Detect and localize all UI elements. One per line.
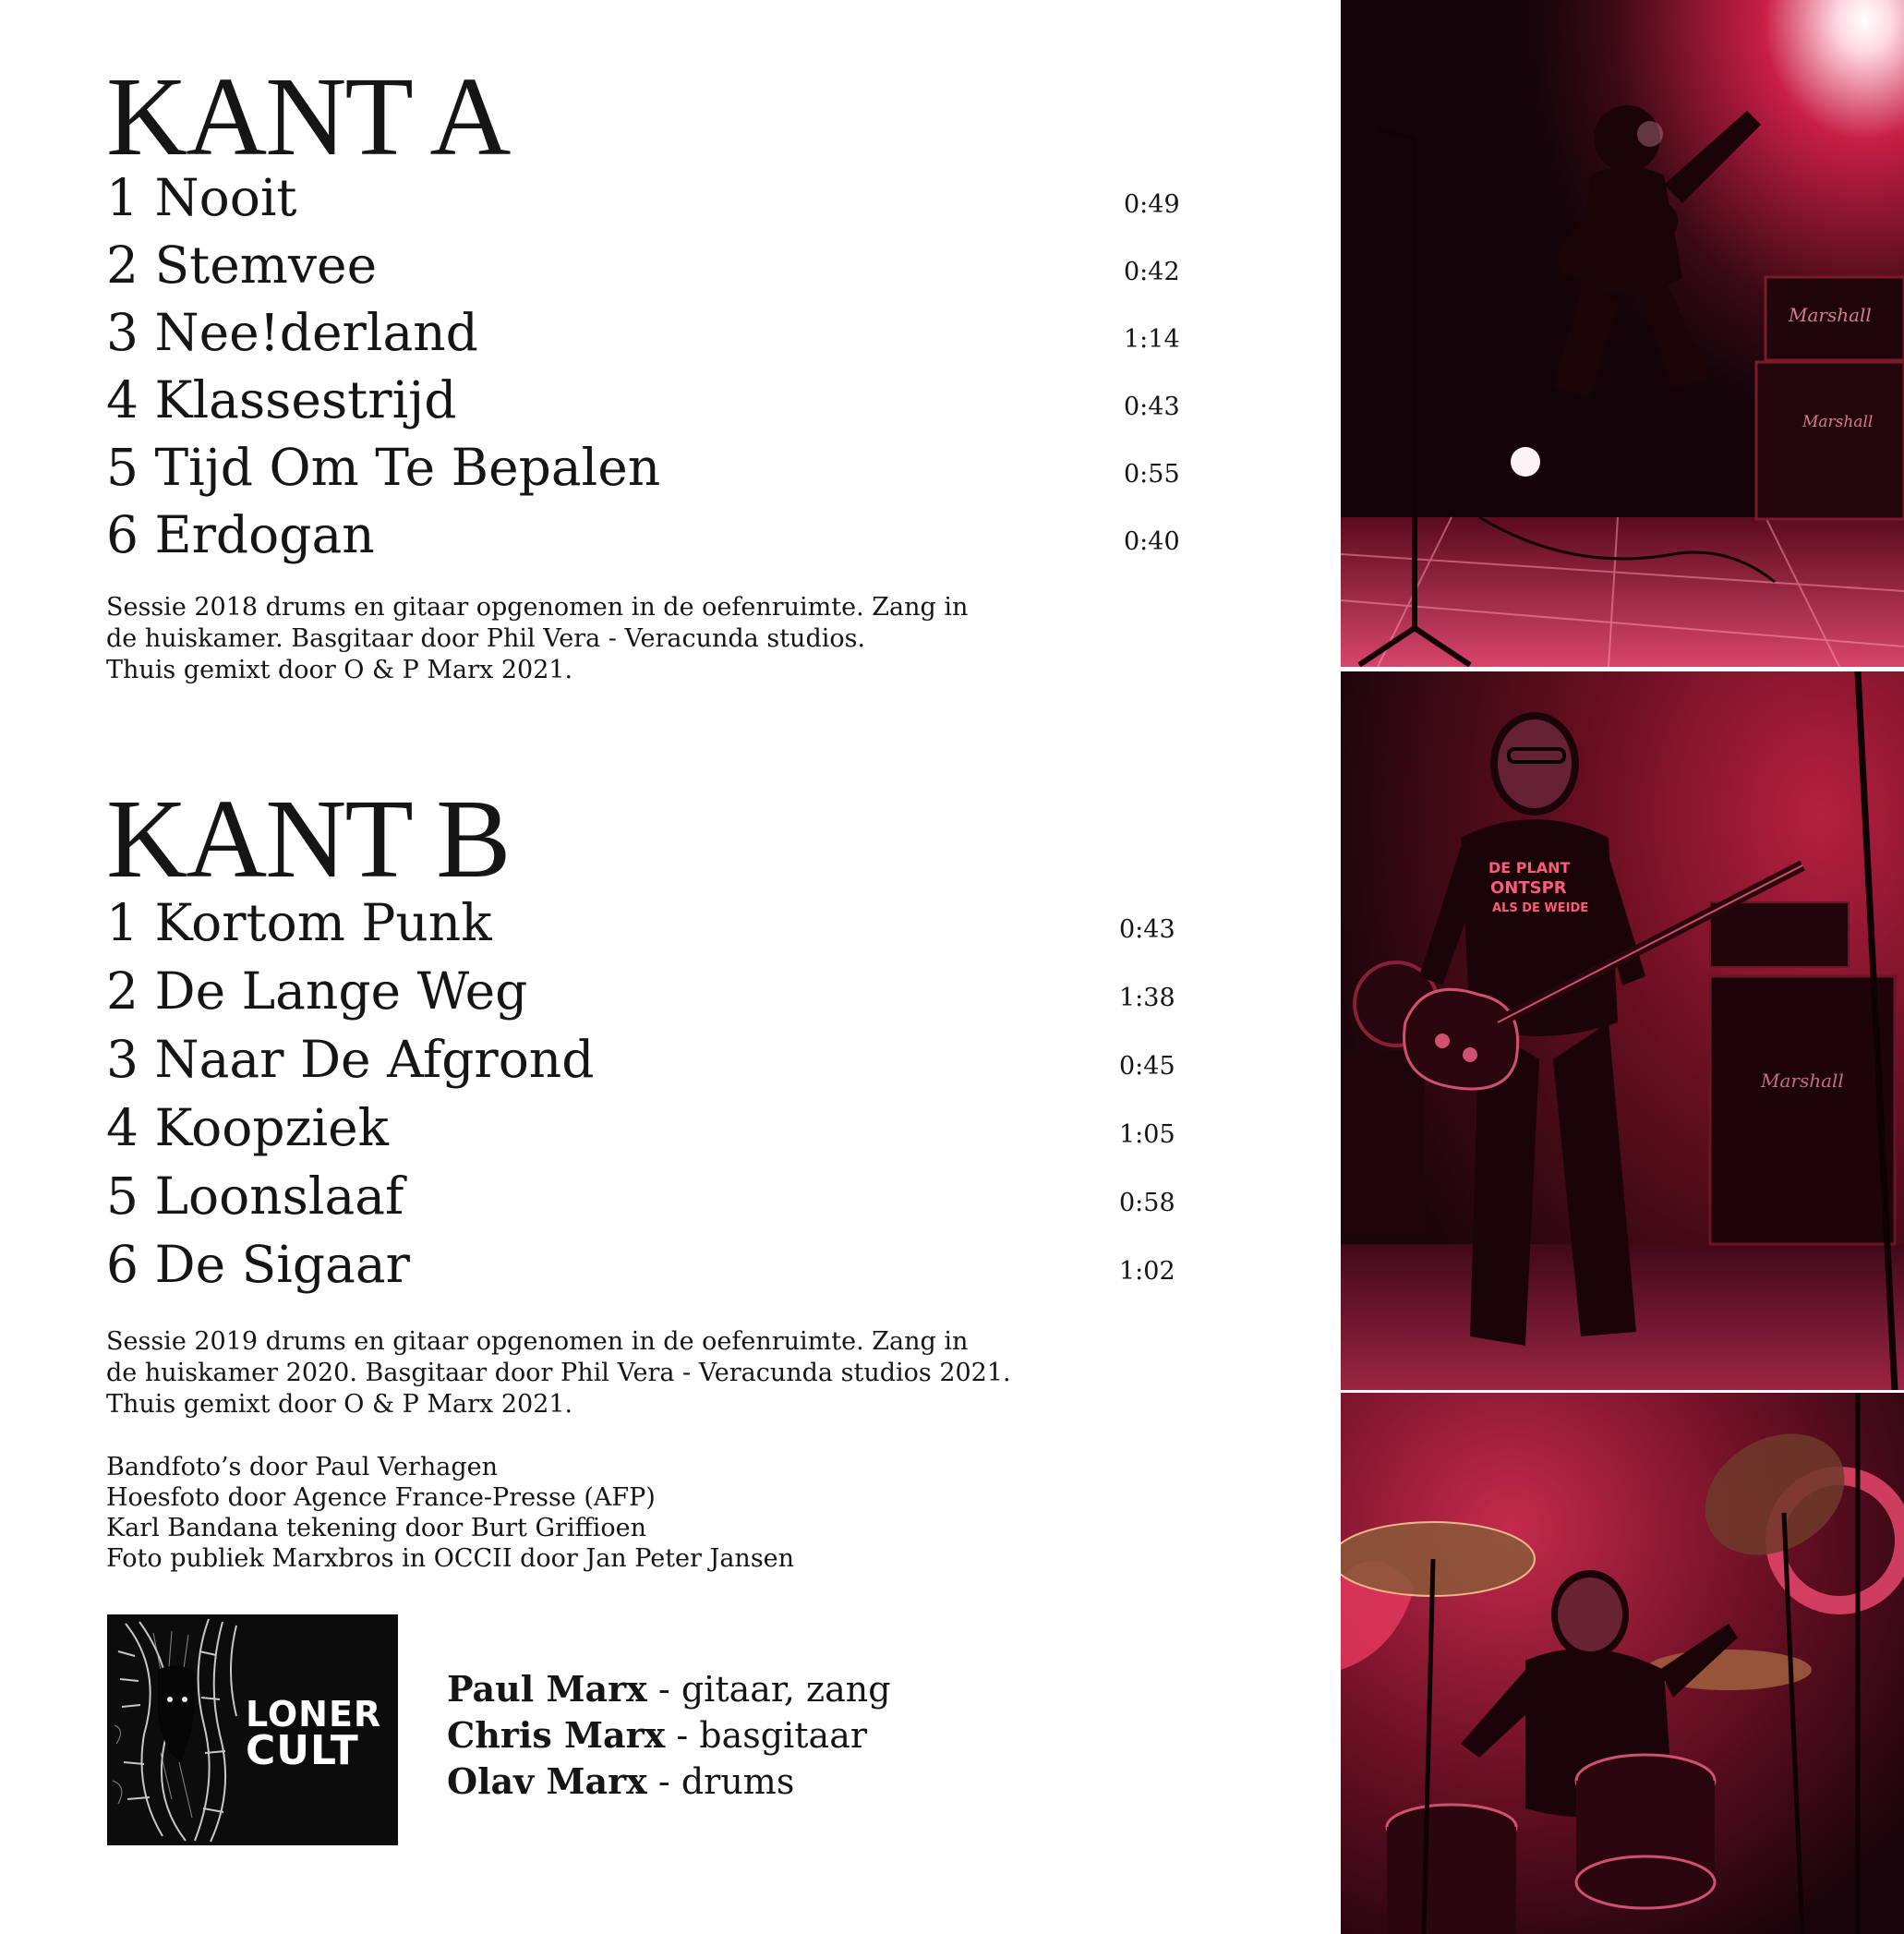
track-row [106,1026,1187,1094]
track-row [106,434,1187,502]
side-b-recording-notes [106,1326,1168,1420]
track-row [106,1163,1187,1231]
shirt-text: DE PLANT [1488,859,1571,876]
note-line: Thuis gemixt door O & P Marx 2021. [106,656,573,684]
track-title: 4 Koopziek [106,1098,389,1157]
track-title: 1 Nooit [106,168,297,227]
side-a-title: KANT A [106,54,510,179]
member-role: - basgitaar [665,1715,868,1756]
track-row [106,164,1187,232]
track-duration: 1:02 [1119,1257,1175,1286]
eye-icon [167,1697,173,1702]
track-duration: 0:40 [1124,527,1180,556]
band-photo-strip [1341,0,1904,1934]
track-row [106,299,1187,367]
side-a-recording-notes [106,592,1168,686]
track-duration: 0:45 [1119,1052,1175,1081]
member-role: - drums [646,1761,795,1802]
track-row [106,889,1187,958]
photo-bassist [1341,671,1904,1390]
track-title: 6 De Sigaar [106,1235,410,1294]
credit-line: Bandfoto’s door Paul Verhagen [106,1453,498,1481]
track-title: 3 Naar De Afgrond [106,1030,595,1089]
photo-drummer [1341,1393,1904,1934]
amp-logo: Marshall [1789,304,1872,326]
track-title: 3 Nee!derland [106,303,478,362]
photo-credits [106,1452,794,1574]
credit-line: Hoesfoto door Agence France-Presse (AFP) [106,1483,656,1512]
track-title: 2 Stemvee [106,236,378,295]
track-row [106,232,1187,299]
track-title: 2 De Lange Weg [106,961,528,1021]
band-member [447,1712,891,1759]
live-photo-image [1341,0,1904,667]
side-a-tracklist [106,164,1187,569]
member-name: Olav Marx [447,1760,647,1802]
track-title: 1 Kortom Punk [106,893,492,952]
track-duration: 0:43 [1119,915,1175,944]
track-duration: 1:38 [1119,984,1175,1012]
side-b-tracklist [106,889,1187,1299]
track-duration: 0:49 [1124,190,1180,219]
logo-wordmark [246,1694,393,1774]
logo-line: LONER [246,1694,382,1735]
live-photo-image [1341,1393,1904,1934]
note-line: Sessie 2019 drums en gitaar opgenomen in de oefenruimte. Zang in [106,1327,969,1356]
track-duration: 0:42 [1124,258,1180,286]
note-line: de huiskamer. Basgitaar door Phil Vera - Veracunda studios. [106,624,866,653]
band-lineup [447,1666,891,1805]
note-line: Sessie 2018 drums en gitaar opgenomen in de oefenruimte. Zang in [106,593,969,622]
track-row [106,1094,1187,1163]
track-row [106,367,1187,434]
loner-cult-logo [107,1614,398,1845]
side-b-title: KANT B [106,777,510,901]
band-member [447,1759,891,1805]
live-photo-image [1341,671,1904,1390]
amp-logo: Marshall [1802,413,1874,431]
credit-line: Karl Bandana tekening door Burt Griffioen [106,1514,647,1542]
track-title: 6 Erdogan [106,505,375,564]
track-duration: 0:58 [1119,1189,1175,1217]
shirt-text: ALS DE WEIDE [1492,901,1589,915]
track-duration: 1:14 [1124,325,1180,354]
band-member [447,1666,891,1712]
eye-icon [182,1697,187,1702]
track-title: 5 Tijd Om Te Bepalen [106,438,661,497]
logo-line: CULT [246,1727,359,1774]
track-title: 5 Loonslaaf [106,1166,404,1226]
track-duration: 0:43 [1124,393,1180,421]
member-name: Paul Marx [447,1668,647,1710]
track-row [106,958,1187,1026]
member-name: Chris Marx [447,1714,666,1756]
amp-logo: Marshall [1761,1070,1844,1092]
shirt-text: ONTSPR [1490,878,1567,898]
track-row [106,502,1187,569]
note-line: de huiskamer 2020. Basgitaar door Phil Vera - Veracunda studios 2021. [106,1359,1011,1387]
track-duration: 1:05 [1119,1120,1175,1149]
note-line: Thuis gemixt door O & P Marx 2021. [106,1390,573,1419]
credit-line: Foto publiek Marxbros in OCCII door Jan Peter Jansen [106,1544,795,1573]
track-row [106,1231,1187,1299]
member-role: - gitaar, zang [646,1669,891,1710]
track-duration: 0:55 [1124,460,1180,489]
track-title: 4 Klassestrijd [106,370,457,429]
photo-guitarist-jumping [1341,0,1904,667]
